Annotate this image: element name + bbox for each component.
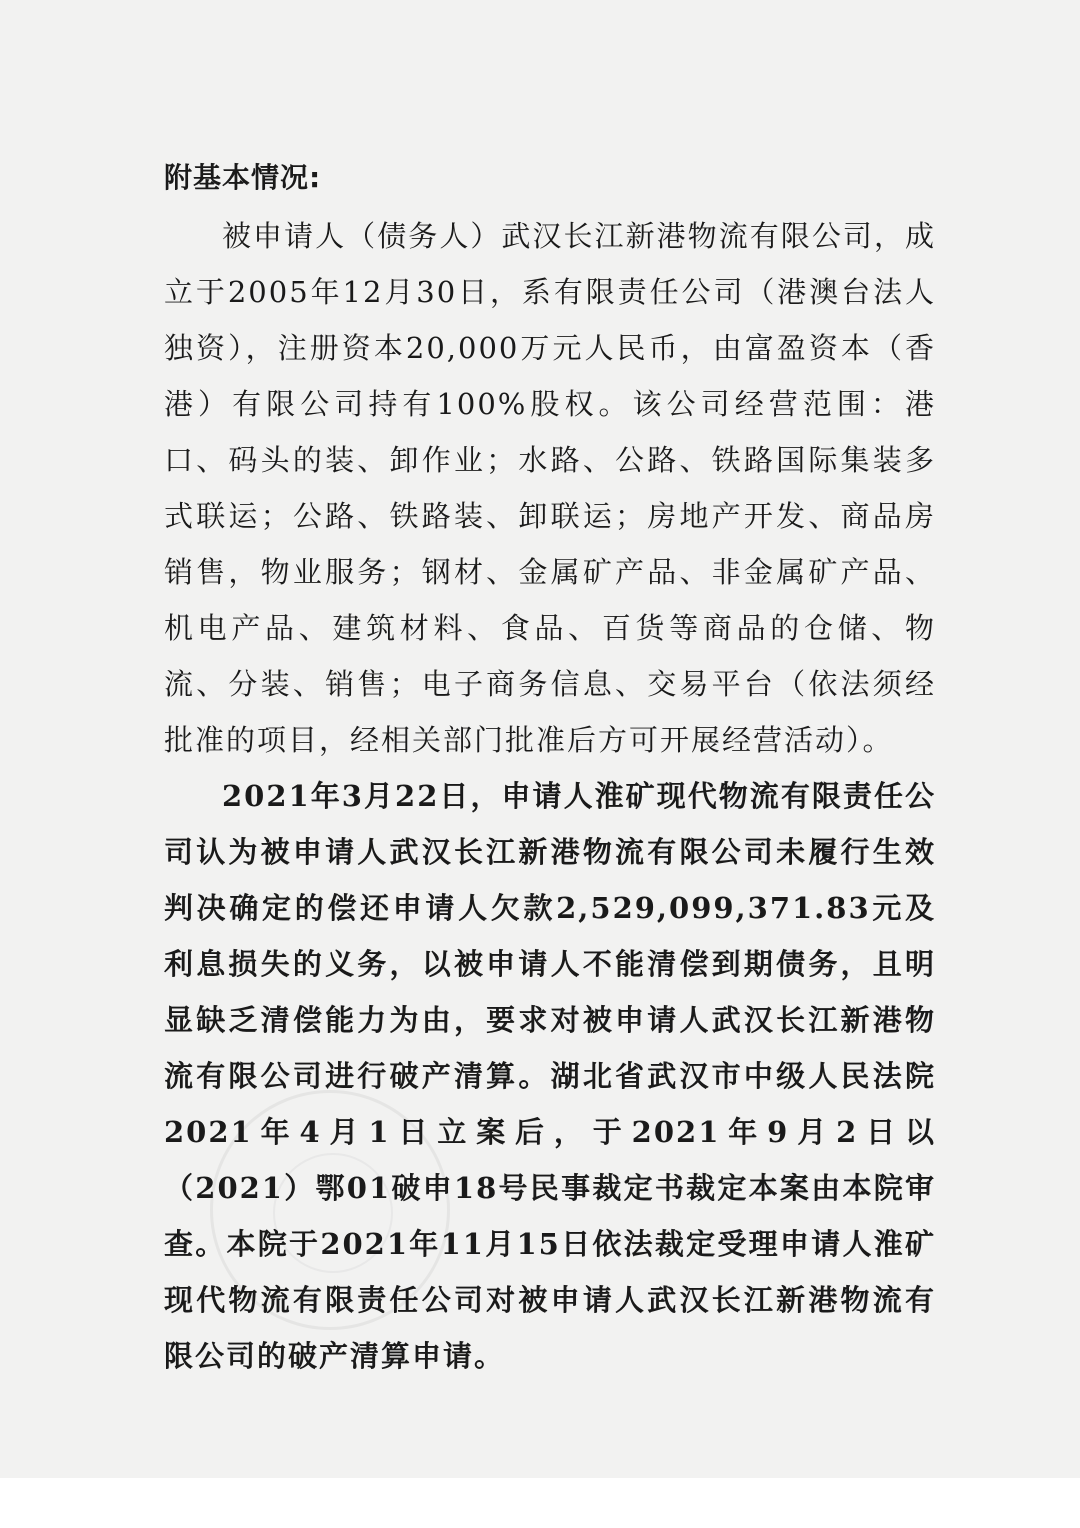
- bottom-margin: [0, 1478, 1080, 1528]
- document-body: [164, 150, 936, 1384]
- section-heading: 附基本情况:: [164, 161, 322, 194]
- paragraph-case-info: 2021年3月22日，申请人淮矿现代物流有限责任公司认为被申请人武汉长江新港物流有限公司未履行生效判决确定的偿还申请人欠款2,529,099,371.83元及利息损失的义务，以被申请人不能清偿到期债务，且明显缺乏清偿能力为由，要求对被申请人武汉长江新港物流有限公司进行破产清算。湖北省武汉市中级人民法院2021年4月1日立案后，于2021年9月2日以（2021）鄂01破申18号民事裁定书裁定本案由本院审查。本院于2021年11月15日依法裁定受理申请人淮矿现代物流有限责任公司对被申请人武汉长江新港物流有限公司的破产清算申请。: [164, 779, 936, 1373]
- paragraph-company-info: 被申请人（债务人）武汉长江新港物流有限公司，成立于2005年12月30日，系有限责任公司（港澳台法人独资），注册资本20,000万元人民币，由富盈资本（香港）有限公司持有100%股权。该公司经营范围：港口、码头的装、卸作业；水路、公路、铁路国际集装多式联运；公路、铁路装、卸联运；房地产开发、商品房销售，物业服务；钢材、金属矿产品、非金属矿产品、机电产品、建筑材料、食品、百货等商品的仓储、物流、分装、销售；电子商务信息、交易平台（依法须经批准的项目，经相关部门批准后方可开展经营活动）。: [164, 219, 936, 757]
